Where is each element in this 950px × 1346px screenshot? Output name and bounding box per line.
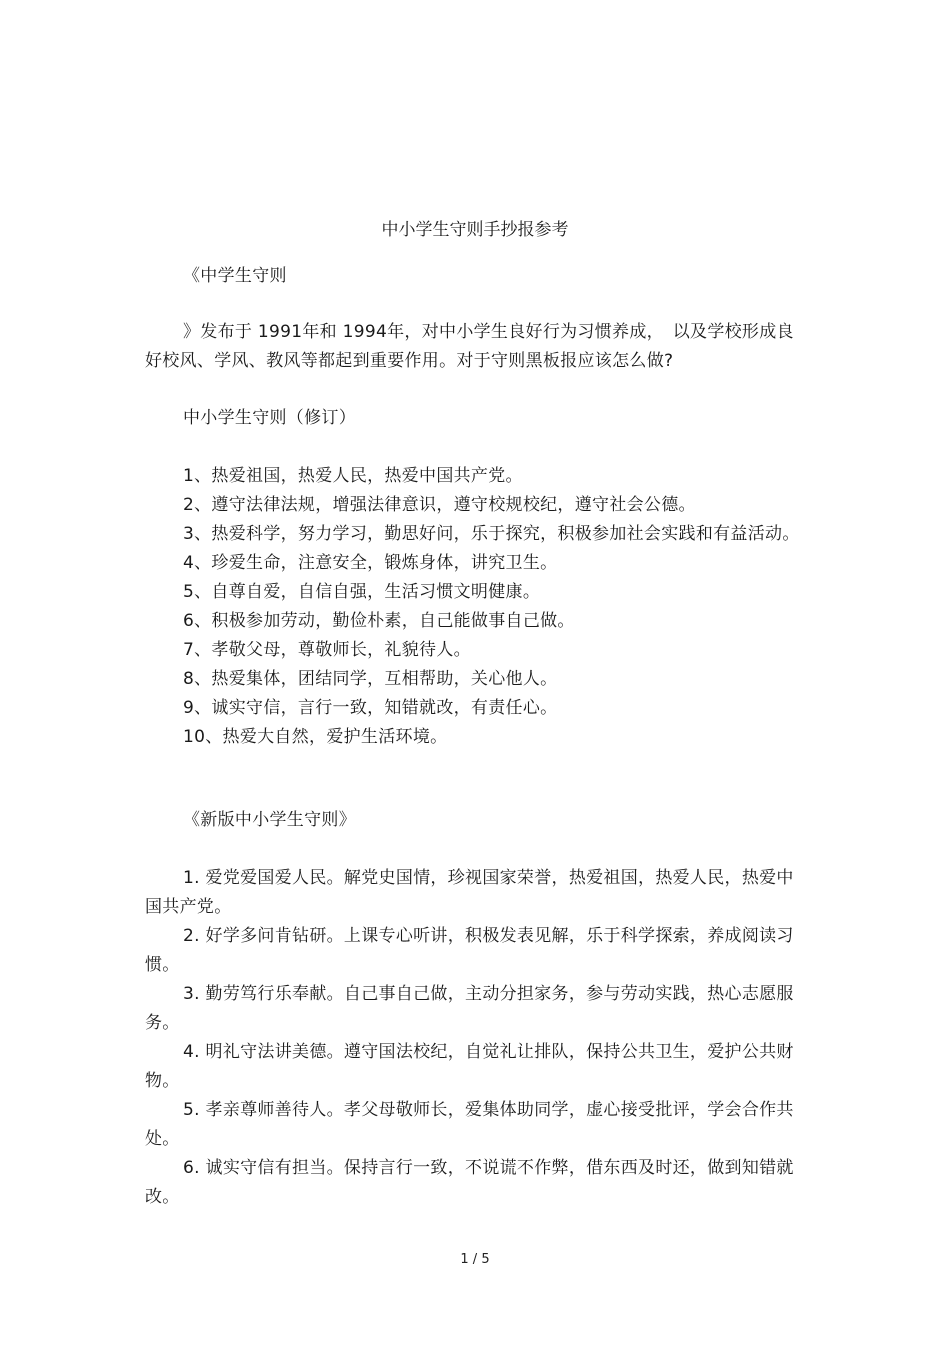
list-item: 8、热爱集体，团结同学，互相帮助，关心他人。 bbox=[183, 669, 558, 689]
intro-paragraph: 》发布于 1991年和 1994年，对中小学生良好行为习惯养成， 以及学校形成良好校风、学风、教风等都起到重要作用。对于守则黑板报应该怎么做? bbox=[145, 322, 794, 371]
list-item: 6. 诚实守信有担当。保持言行一致，不说谎不作弊，借东西及时还，做到知错就改。 bbox=[145, 1158, 794, 1207]
list-item: 1. 爱党爱国爱人民。解党史国情，珍视国家荣誉，热爱祖国，热爱人民，热爱中国共产党。 bbox=[145, 868, 794, 917]
page-title: 中小学生守则手抄报参考 bbox=[381, 220, 569, 240]
list-item: 4. 明礼守法讲美德。遵守国法校纪，自觉礼让排队，保持公共卫生，爱护公共财物。 bbox=[145, 1042, 794, 1091]
list-item: 5. 孝亲尊师善待人。孝父母敬师长，爱集体助同学，虚心接受批评，学会合作共处。 bbox=[145, 1100, 794, 1149]
revised-heading-block bbox=[145, 404, 810, 433]
list-item: 3. 勤劳笃行乐奉献。自己事自己做，主动分担家务，参与劳动实践，热心志愿服务。 bbox=[145, 984, 794, 1033]
new-list bbox=[145, 864, 810, 1212]
revised-heading: 中小学生守则（修订） bbox=[183, 408, 356, 428]
page-number: 1 / 5 bbox=[460, 1252, 490, 1267]
intro-heading: 《中学生守则 bbox=[183, 266, 287, 286]
list-item: 2. 好学多问肯钻研。上课专心听讲，积极发表见解，乐于科学探索，养成阅读习惯。 bbox=[145, 926, 794, 975]
revised-list bbox=[145, 462, 810, 752]
list-item: 6、积极参加劳动，勤俭朴素，自己能做事自己做。 bbox=[183, 611, 575, 631]
list-item: 7、孝敬父母，尊敬师长，礼貌待人。 bbox=[183, 640, 471, 660]
list-item: 10、热爱大自然，爱护生活环境。 bbox=[183, 727, 448, 747]
list-item: 5、自尊自爱，自信自强，生活习惯文明健康。 bbox=[183, 582, 541, 602]
new-heading-block bbox=[145, 806, 810, 835]
intro-heading-block bbox=[145, 262, 810, 291]
list-item: 4、珍爱生命，注意安全，锻炼身体，讲究卫生。 bbox=[183, 553, 558, 573]
list-item: 3、热爱科学，努力学习，勤思好问，乐于探究，积极参加社会实践和有益活动。 bbox=[183, 524, 800, 544]
list-item: 1、热爱祖国，热爱人民，热爱中国共产党。 bbox=[183, 466, 523, 486]
list-item: 9、诚实守信，言行一致，知错就改，有责任心。 bbox=[183, 698, 558, 718]
intro-paragraph-block bbox=[145, 318, 810, 376]
new-heading: 《新版中小学生守则》 bbox=[183, 810, 356, 830]
list-item: 2、遵守法律法规，增强法律意识，遵守校规校纪，遵守社会公德。 bbox=[183, 495, 696, 515]
